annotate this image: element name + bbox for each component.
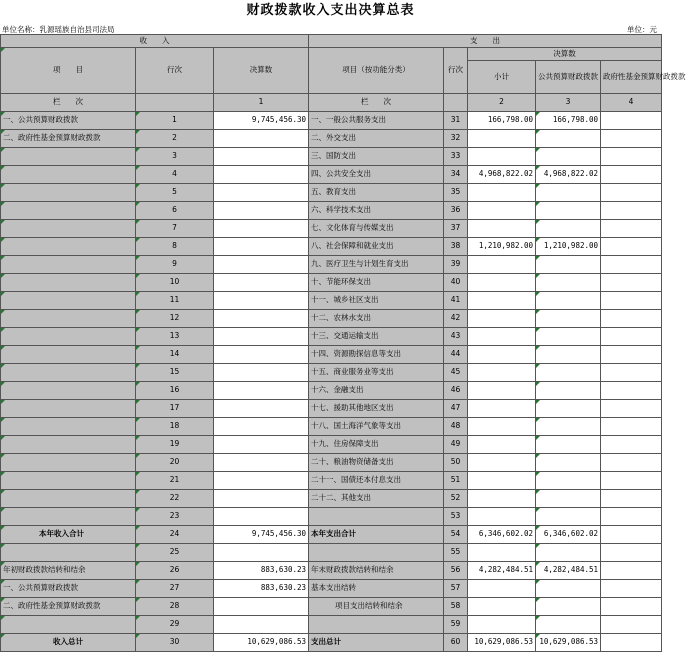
expense-row-no-cell: 58	[444, 598, 468, 616]
expense-row-no-cell: 59	[444, 616, 468, 634]
expense-row-no-cell: 31	[444, 112, 468, 130]
expense-row-no-header: 行次	[444, 48, 468, 94]
table-row	[1, 382, 662, 400]
gov-fund-cell	[601, 400, 662, 418]
income-amount-cell	[214, 292, 309, 310]
expense-row-no-cell: 38	[444, 238, 468, 256]
summary-table	[0, 34, 686, 652]
income-row-no-cell: 30	[136, 634, 214, 652]
subtotal-cell: 1,210,982.00	[468, 238, 536, 256]
income-item-cell: 一、公共预算财政拨款	[1, 112, 136, 130]
final-group-header: 决算数	[468, 48, 662, 61]
gov-fund-cell	[601, 544, 662, 562]
expense-row-no-cell: 60	[444, 634, 468, 652]
subtotal-cell	[468, 274, 536, 292]
income-row-no-cell: 12	[136, 310, 214, 328]
income-item-cell	[1, 472, 136, 490]
table-row	[1, 490, 662, 508]
expense-row-no-cell: 48	[444, 418, 468, 436]
income-item-cell	[1, 166, 136, 184]
expense-item-cell: 二、外交支出	[309, 130, 444, 148]
unit-name: 单位名称：乳源瑶族自治县司法局	[2, 25, 115, 34]
income-row-no-cell: 3	[136, 148, 214, 166]
table-row	[1, 202, 662, 220]
income-row-no-cell: 17	[136, 400, 214, 418]
expense-row-no-cell: 37	[444, 220, 468, 238]
subtotal-cell	[468, 184, 536, 202]
subtotal-cell	[468, 580, 536, 598]
public-budget-cell	[536, 256, 601, 274]
income-row-no-cell: 24	[136, 526, 214, 544]
public-budget-cell: 4,968,822.02	[536, 166, 601, 184]
income-item-cell: 二、政府性基金预算财政拨款	[1, 130, 136, 148]
income-row-no-cell: 13	[136, 328, 214, 346]
table-row	[1, 616, 662, 634]
public-budget-cell	[536, 382, 601, 400]
income-row-no-cell: 27	[136, 580, 214, 598]
income-row-no-cell: 1	[136, 112, 214, 130]
income-row-no-cell: 7	[136, 220, 214, 238]
public-budget-cell: 1,210,982.00	[536, 238, 601, 256]
gov-fund-cell	[601, 562, 662, 580]
income-item-cell	[1, 454, 136, 472]
public-budget-cell	[536, 130, 601, 148]
income-item-cell	[1, 544, 136, 562]
gov-fund-cell	[601, 526, 662, 544]
expense-row-no-cell: 55	[444, 544, 468, 562]
expense-row-no-cell: 54	[444, 526, 468, 544]
income-row-no-cell: 10	[136, 274, 214, 292]
gov-fund-cell	[601, 454, 662, 472]
table-row	[1, 562, 662, 580]
income-amount-cell: 883,630.23	[214, 562, 309, 580]
income-item-cell: 本年收入合计	[1, 526, 136, 544]
expense-item-cell: 基本支出结转	[309, 580, 444, 598]
income-item-cell	[1, 220, 136, 238]
income-row-no-cell: 16	[136, 382, 214, 400]
income-item-cell	[1, 400, 136, 418]
table-row	[1, 112, 662, 130]
expense-item-cell: 本年支出合计	[309, 526, 444, 544]
income-amount-cell: 883,630.23	[214, 580, 309, 598]
table-row	[1, 472, 662, 490]
expense-item-cell	[309, 616, 444, 634]
income-amount-cell	[214, 256, 309, 274]
income-item-cell	[1, 184, 136, 202]
expense-item-cell: 十八、国土海洋气象等支出	[309, 418, 444, 436]
income-item-cell	[1, 616, 136, 634]
gov-fund-cell	[601, 202, 662, 220]
gov-fund-cell	[601, 166, 662, 184]
expense-row-no-cell: 47	[444, 400, 468, 418]
expense-row-no-cell: 51	[444, 472, 468, 490]
column-label-right: 栏 次	[309, 94, 444, 112]
subtotal-cell	[468, 310, 536, 328]
gov-fund-cell	[601, 346, 662, 364]
income-row-no-cell: 22	[136, 490, 214, 508]
public-budget-cell: 166,798.00	[536, 112, 601, 130]
gov-fund-cell	[601, 328, 662, 346]
table-row	[1, 220, 662, 238]
expense-row-no-cell: 32	[444, 130, 468, 148]
table-row	[1, 256, 662, 274]
public-budget-cell	[536, 490, 601, 508]
subtotal-cell	[468, 148, 536, 166]
income-row-no-cell: 2	[136, 130, 214, 148]
income-header: 收 入	[1, 35, 309, 48]
table-row	[1, 634, 662, 652]
income-row-no-cell: 28	[136, 598, 214, 616]
subtotal-cell	[468, 346, 536, 364]
public-budget-cell	[536, 418, 601, 436]
income-amount-cell	[214, 328, 309, 346]
table-row	[1, 130, 662, 148]
expense-item-cell: 二十一、国债还本付息支出	[309, 472, 444, 490]
subtotal-cell	[468, 490, 536, 508]
public-budget-cell	[536, 220, 601, 238]
expense-item-cell: 九、医疗卫生与计划生育支出	[309, 256, 444, 274]
gov-fund-cell	[601, 364, 662, 382]
header-row-sections	[1, 35, 662, 48]
expense-item-cell: 五、教育支出	[309, 184, 444, 202]
income-amount-cell	[214, 454, 309, 472]
income-row-no-cell: 11	[136, 292, 214, 310]
expense-item-cell: 十一、城乡社区支出	[309, 292, 444, 310]
gov-fund-cell	[601, 634, 662, 652]
income-row-no-cell: 18	[136, 418, 214, 436]
table-row	[1, 238, 662, 256]
expense-row-no-cell: 36	[444, 202, 468, 220]
income-amount-cell	[214, 148, 309, 166]
expense-row-no-cell: 56	[444, 562, 468, 580]
expense-item-cell	[309, 544, 444, 562]
income-item-cell	[1, 292, 136, 310]
table-row	[1, 598, 662, 616]
subtotal-cell	[468, 130, 536, 148]
income-amount-cell	[214, 184, 309, 202]
column-index-1: 1	[214, 94, 309, 112]
gov-fund-cell	[601, 274, 662, 292]
public-budget-header: 公共预算财政拨款	[536, 61, 601, 94]
expense-item-cell: 二十、粮油物资储备支出	[309, 454, 444, 472]
expense-row-no-cell: 43	[444, 328, 468, 346]
income-item-cell	[1, 508, 136, 526]
subtotal-cell: 166,798.00	[468, 112, 536, 130]
income-row-no-cell: 19	[136, 436, 214, 454]
expense-item-cell: 十六、金融支出	[309, 382, 444, 400]
expense-row-no-cell: 40	[444, 274, 468, 292]
income-amount-header: 决算数	[214, 48, 309, 94]
column-index-blank	[136, 94, 214, 112]
public-budget-cell: 4,282,484.51	[536, 562, 601, 580]
expense-row-no-cell: 50	[444, 454, 468, 472]
expense-row-no-cell: 57	[444, 580, 468, 598]
table-row	[1, 292, 662, 310]
table-row	[1, 148, 662, 166]
public-budget-cell	[536, 616, 601, 634]
table-row	[1, 454, 662, 472]
income-amount-cell	[214, 418, 309, 436]
public-budget-cell	[536, 148, 601, 166]
income-item-cell: 一、公共预算财政拨款	[1, 580, 136, 598]
public-budget-cell	[536, 310, 601, 328]
expense-item-cell: 项目支出结转和结余	[309, 598, 444, 616]
subtotal-cell	[468, 220, 536, 238]
income-row-no-cell: 15	[136, 364, 214, 382]
public-budget-cell	[536, 508, 601, 526]
subtotal-cell	[468, 454, 536, 472]
income-amount-cell	[214, 310, 309, 328]
income-item-cell	[1, 364, 136, 382]
public-budget-cell	[536, 454, 601, 472]
subtotal-cell: 4,968,822.02	[468, 166, 536, 184]
subtotal-cell	[468, 400, 536, 418]
income-row-no-cell: 8	[136, 238, 214, 256]
expense-row-no-cell: 35	[444, 184, 468, 202]
gov-fund-cell	[601, 148, 662, 166]
income-amount-cell	[214, 616, 309, 634]
expense-item-cell: 三、国防支出	[309, 148, 444, 166]
expense-row-no-cell: 49	[444, 436, 468, 454]
income-row-no-cell: 25	[136, 544, 214, 562]
public-budget-cell	[536, 400, 601, 418]
income-amount-cell: 10,629,086.53	[214, 634, 309, 652]
table-row	[1, 274, 662, 292]
public-budget-cell	[536, 202, 601, 220]
income-amount-cell	[214, 166, 309, 184]
column-index-row	[1, 94, 662, 112]
income-amount-cell	[214, 202, 309, 220]
expense-header: 支 出	[309, 35, 662, 48]
income-item-cell	[1, 148, 136, 166]
expense-item-cell: 十二、农林水支出	[309, 310, 444, 328]
public-budget-cell: 10,629,086.53	[536, 634, 601, 652]
gov-fund-cell	[601, 580, 662, 598]
income-row-no-cell: 29	[136, 616, 214, 634]
table-row	[1, 580, 662, 598]
gov-fund-cell	[601, 382, 662, 400]
table-row	[1, 166, 662, 184]
public-budget-cell	[536, 598, 601, 616]
expense-item-cell: 支出总计	[309, 634, 444, 652]
public-budget-cell	[536, 346, 601, 364]
subtotal-cell	[468, 202, 536, 220]
income-row-no-cell: 5	[136, 184, 214, 202]
table-row	[1, 310, 662, 328]
gov-fund-cell	[601, 436, 662, 454]
subtotal-cell	[468, 598, 536, 616]
income-amount-cell: 9,745,456.30	[214, 526, 309, 544]
report-title: 财政拨款收入支出决算总表	[246, 3, 415, 18]
table-row	[1, 436, 662, 454]
income-row-no-header: 行次	[136, 48, 214, 94]
income-amount-cell	[214, 544, 309, 562]
income-row-no-cell: 6	[136, 202, 214, 220]
public-budget-cell	[536, 184, 601, 202]
subtotal-cell	[468, 544, 536, 562]
subtotal-cell	[468, 364, 536, 382]
expense-row-no-cell: 34	[444, 166, 468, 184]
income-item-header: 项 目	[1, 48, 136, 94]
gov-fund-cell	[601, 220, 662, 238]
income-amount-cell	[214, 382, 309, 400]
income-amount-cell	[214, 274, 309, 292]
income-item-cell	[1, 346, 136, 364]
income-row-no-cell: 26	[136, 562, 214, 580]
income-row-no-cell: 4	[136, 166, 214, 184]
table-row	[1, 184, 662, 202]
income-item-cell	[1, 328, 136, 346]
expense-row-no-cell: 42	[444, 310, 468, 328]
subtotal-cell	[468, 508, 536, 526]
income-amount-cell	[214, 490, 309, 508]
income-item-cell: 年初财政拨款结转和结余	[1, 562, 136, 580]
table-row	[1, 346, 662, 364]
public-budget-cell	[536, 580, 601, 598]
expense-row-no-cell: 39	[444, 256, 468, 274]
public-budget-cell	[536, 436, 601, 454]
table-row	[1, 364, 662, 382]
expense-row-no-cell: 45	[444, 364, 468, 382]
subtotal-cell	[468, 328, 536, 346]
income-row-no-cell: 20	[136, 454, 214, 472]
income-amount-cell	[214, 400, 309, 418]
subtotal-cell	[468, 436, 536, 454]
gov-fund-cell	[601, 418, 662, 436]
gov-fund-cell	[601, 130, 662, 148]
expense-item-cell: 十七、援助其他地区支出	[309, 400, 444, 418]
subtotal-cell	[468, 382, 536, 400]
gov-fund-cell	[601, 616, 662, 634]
expense-row-no-cell: 52	[444, 490, 468, 508]
income-amount-cell	[214, 238, 309, 256]
subtotal-cell	[468, 616, 536, 634]
income-amount-cell	[214, 472, 309, 490]
column-index-3: 3	[536, 94, 601, 112]
table-row	[1, 328, 662, 346]
income-item-cell	[1, 310, 136, 328]
expense-item-header: 项目（按功能分类）	[309, 48, 444, 94]
income-item-cell: 二、政府性基金预算财政拨款	[1, 598, 136, 616]
column-index-4: 4	[601, 94, 662, 112]
expense-item-cell: 十五、商业服务业等支出	[309, 364, 444, 382]
income-amount-cell: 9,745,456.30	[214, 112, 309, 130]
income-item-cell	[1, 436, 136, 454]
subtotal-cell	[468, 256, 536, 274]
gov-fund-cell	[601, 184, 662, 202]
table-row	[1, 508, 662, 526]
income-item-cell	[1, 274, 136, 292]
income-item-cell	[1, 202, 136, 220]
income-item-cell: 收入总计	[1, 634, 136, 652]
subtotal-cell	[468, 292, 536, 310]
table-row	[1, 418, 662, 436]
gov-fund-cell	[601, 490, 662, 508]
gov-fund-cell	[601, 310, 662, 328]
subtotal-cell: 6,346,602.02	[468, 526, 536, 544]
expense-row-no-cell: 41	[444, 292, 468, 310]
income-item-cell	[1, 382, 136, 400]
gov-fund-cell	[601, 256, 662, 274]
income-amount-cell	[214, 130, 309, 148]
expense-item-cell: 四、公共安全支出	[309, 166, 444, 184]
expense-row-no-cell: 53	[444, 508, 468, 526]
income-amount-cell	[214, 346, 309, 364]
public-budget-cell	[536, 274, 601, 292]
income-row-no-cell: 21	[136, 472, 214, 490]
column-label-left: 栏 次	[1, 94, 136, 112]
income-amount-cell	[214, 508, 309, 526]
gov-fund-cell	[601, 238, 662, 256]
income-row-no-cell: 23	[136, 508, 214, 526]
income-row-no-cell: 14	[136, 346, 214, 364]
gov-fund-cell	[601, 112, 662, 130]
column-index-blank-2	[444, 94, 468, 112]
public-budget-cell	[536, 328, 601, 346]
expense-item-cell: 十四、资源勘探信息等支出	[309, 346, 444, 364]
expense-item-cell: 一、一般公共服务支出	[309, 112, 444, 130]
public-budget-cell	[536, 292, 601, 310]
public-budget-cell	[536, 472, 601, 490]
expense-item-cell: 十三、交通运输支出	[309, 328, 444, 346]
gov-fund-cell	[601, 292, 662, 310]
expense-row-no-cell: 33	[444, 148, 468, 166]
income-item-cell	[1, 256, 136, 274]
expense-item-cell: 十九、住房保障支出	[309, 436, 444, 454]
expense-item-cell: 七、文化体育与传媒支出	[309, 220, 444, 238]
gov-fund-cell	[601, 472, 662, 490]
table-row	[1, 400, 662, 418]
income-item-cell	[1, 490, 136, 508]
income-item-cell	[1, 238, 136, 256]
expense-row-no-cell: 44	[444, 346, 468, 364]
expense-item-cell: 六、科学技术支出	[309, 202, 444, 220]
subtotal-cell	[468, 418, 536, 436]
table-row	[1, 544, 662, 562]
subtotal-cell: 4,282,484.51	[468, 562, 536, 580]
income-amount-cell	[214, 220, 309, 238]
subtotal-cell	[468, 472, 536, 490]
expense-item-cell	[309, 508, 444, 526]
header-row-1	[1, 48, 662, 61]
income-amount-cell	[214, 364, 309, 382]
income-item-cell	[1, 418, 136, 436]
table-row	[1, 526, 662, 544]
public-budget-cell: 6,346,602.02	[536, 526, 601, 544]
gov-fund-cell	[601, 598, 662, 616]
expense-item-cell: 八、社会保障和就业支出	[309, 238, 444, 256]
column-index-2: 2	[468, 94, 536, 112]
expense-item-cell: 十、节能环保支出	[309, 274, 444, 292]
subtotal-cell: 10,629,086.53	[468, 634, 536, 652]
currency-unit: 单位：元	[627, 25, 657, 34]
income-amount-cell	[214, 436, 309, 454]
gov-fund-cell	[601, 508, 662, 526]
expense-item-cell: 年末财政拨款结转和结余	[309, 562, 444, 580]
public-budget-cell	[536, 544, 601, 562]
income-amount-cell	[214, 598, 309, 616]
expense-row-no-cell: 46	[444, 382, 468, 400]
income-row-no-cell: 9	[136, 256, 214, 274]
gov-fund-header: 政府性基金预算财政拨款	[601, 61, 662, 94]
expense-item-cell: 二十二、其他支出	[309, 490, 444, 508]
public-budget-cell	[536, 364, 601, 382]
subtotal-header: 小计	[468, 61, 536, 94]
